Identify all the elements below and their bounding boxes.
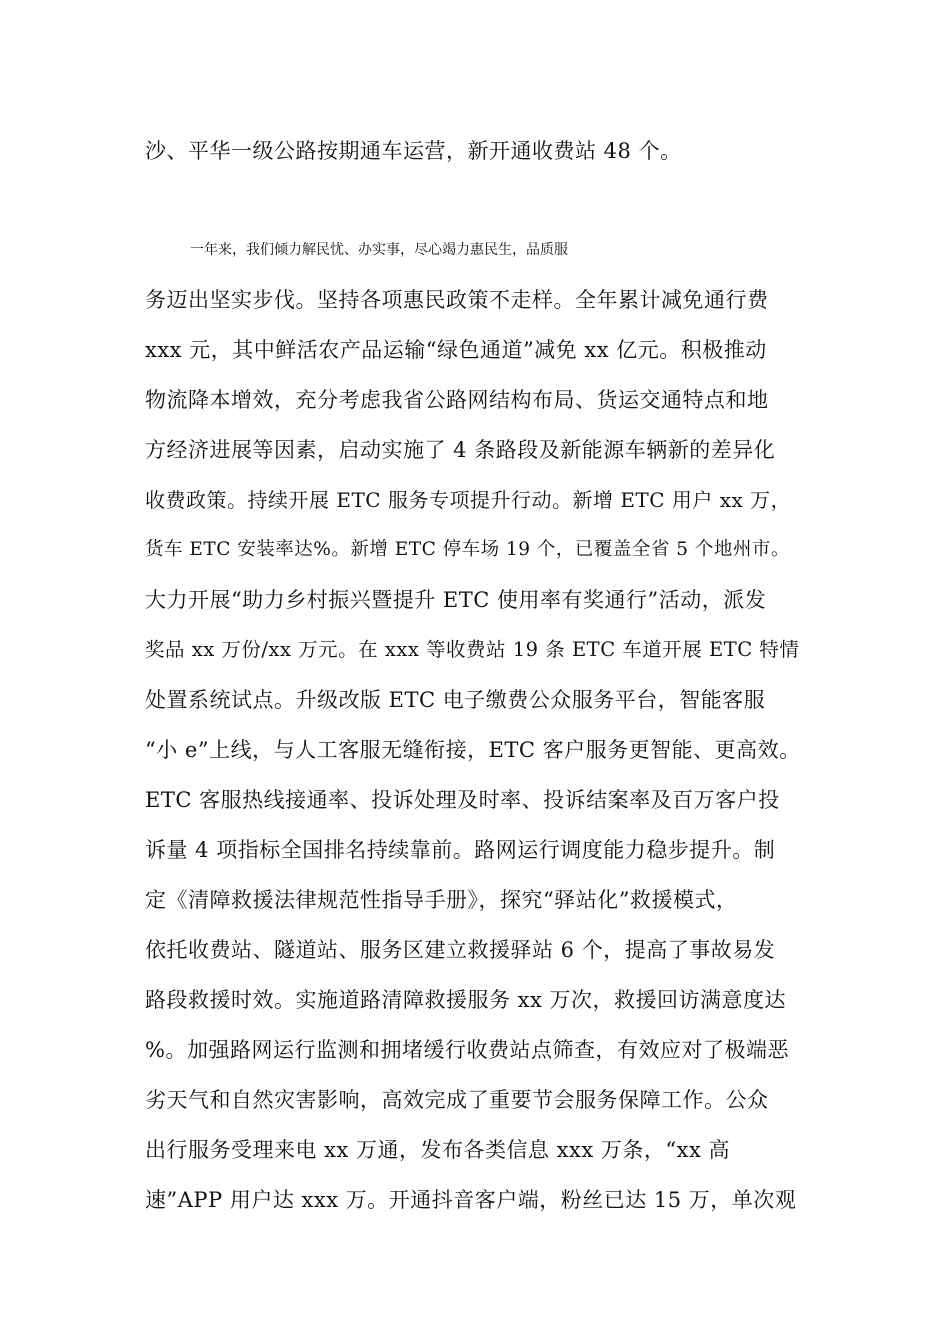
paragraph-2-line-16: 路段救援时效。实施道路清障救援服务 xx 万次，救援回访满意度达 (145, 988, 787, 1012)
paragraph-1-line-1: 沙、平华一级公路按期通车运营，新开通收费站 48 个。 (145, 139, 682, 163)
paragraph-2-line-5: 方经济进展等因素，启动实施了 4 条路段及新能源车辆新的差异化 (145, 438, 776, 462)
paragraph-2-line-2: 务迈出坚实步伐。坚持各项惠民政策不走样。全年累计减免通行费 (145, 288, 769, 312)
paragraph-2-line-13: 诉量 4 项指标全国排名持续靠前。路网运行调度能力稳步提升。制 (145, 838, 776, 862)
paragraph-2-line-18: 劣天气和自然灾害影响，高效完成了重要节会服务保障工作。公众 (145, 1088, 769, 1112)
paragraph-2-line-7: 货车 ETC 安装率达%。新增 ETC 停车场 19 个，已覆盖全省 5 个地州市。 (145, 539, 790, 560)
paragraph-2-line-10: 处置系统试点。升级改版 ETC 电子缴费公众服务平台，智能客服 (145, 688, 766, 712)
paragraph-2-line-8: 大力开展“助力乡村振兴暨提升 ETC 使用率有奖通行”活动，派发 (145, 588, 767, 612)
paragraph-2-line-14: 定《清障救援法律规范性指导手册》，探究“驿站化”救援模式， (145, 888, 738, 912)
paragraph-2-line-1: 一年来，我们倾力解民忧、办实事，尽心竭力惠民生，品质服 (190, 242, 568, 258)
paragraph-2-line-11: “小 e”上线，与人工客服无缝衔接，ETC 客户服务更智能、更高效。 (145, 738, 801, 762)
paragraph-2-line-4: 物流降本增效，充分考虑我省公路网结构布局、货运交通特点和地 (145, 388, 769, 412)
paragraph-2-line-9: 奖品 xx 万份/xx 万元。在 xxx 等收费站 19 条 ETC 车道开展 ETC 特情 (145, 638, 800, 661)
paragraph-2-line-19: 出行服务受理来电 xx 万通，发布各类信息 xxx 万条，“xx 高 (145, 1138, 731, 1162)
paragraph-2-line-15: 依托收费站、隧道站、服务区建立救援驿站 6 个，提高了事故易发 (145, 938, 776, 962)
paragraph-2-line-17: %。加强路网运行监测和拥堵缓行收费站点筛查，有效应对了极端恶 (145, 1038, 789, 1062)
paragraph-2-line-6: 收费政策。持续开展 ETC 服务专项提升行动。新增 ETC 用户 xx 万， (145, 488, 792, 512)
paragraph-2-line-12: ETC 客服热线接通率、投诉处理及时率、投诉结案率及百万客户投 (145, 788, 780, 812)
paragraph-2-line-20: 速”APP 用户达 xxx 万。开通抖音客户端，粉丝已达 15 万，单次观 (145, 1188, 797, 1212)
paragraph-2-line-3: xxx 元，其中鲜活农产品运输“绿色通道”减免 xx 亿元。积极推动 (145, 338, 767, 362)
